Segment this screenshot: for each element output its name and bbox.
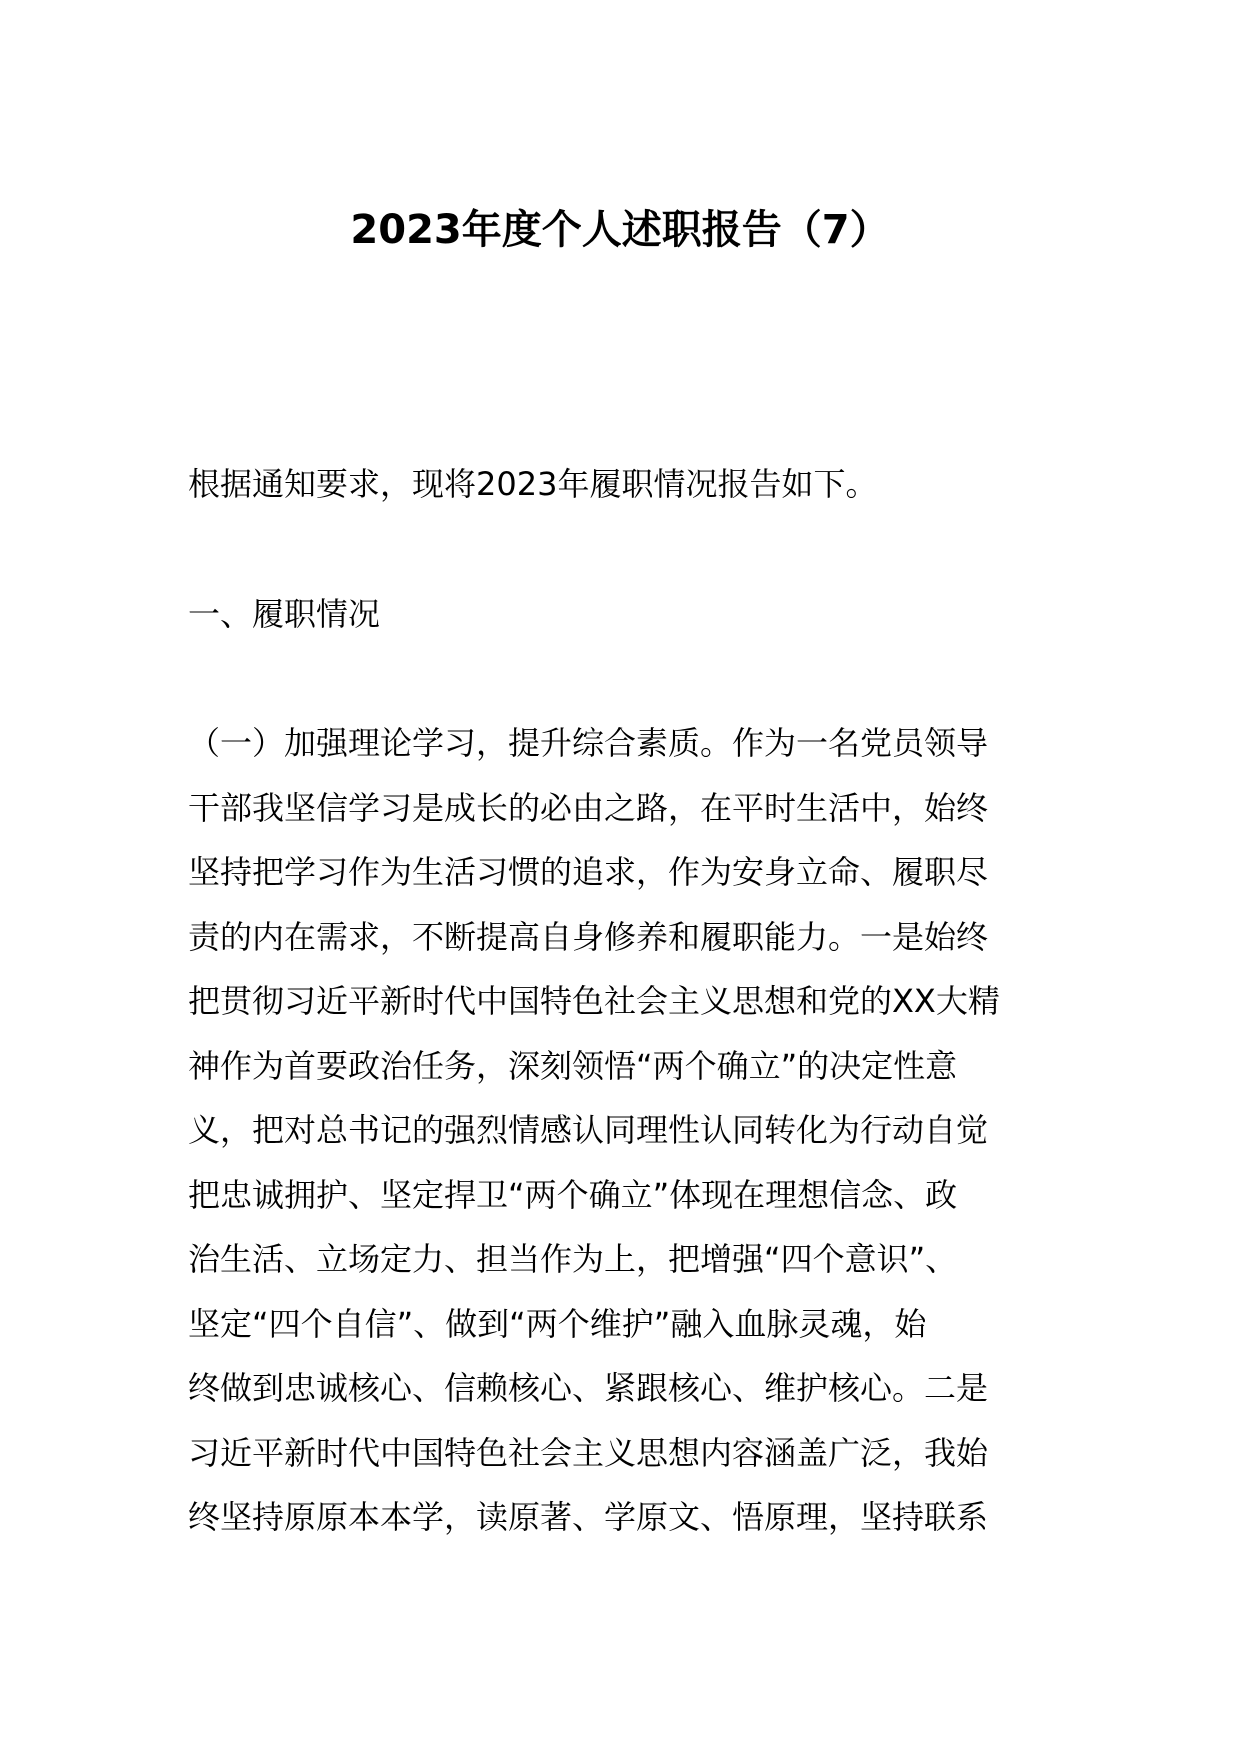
body-line: 坚持把学习作为生活习惯的追求，作为安身立命、履职尽 (188, 853, 989, 891)
body-line: 干部我坚信学习是成长的必由之路，在平时生活中，始终 (188, 788, 989, 827)
body-line: 治生活、立场定力、担当作为上，把增强“四个意识”、 (188, 1240, 958, 1278)
body-line: 责的内在需求，不断提高自身修养和履职能力。一是始终 (188, 917, 989, 956)
body-line: 把贯彻习近平新时代中国特色社会主义思想和党的XX大精 (188, 982, 1000, 1020)
body-line: 坚定“四个自信”、做到“两个维护”融入血脉灵魂，始 (188, 1304, 927, 1343)
body-paragraph (188, 711, 1058, 1550)
intro-paragraph: 根据通知要求，现将2023年履职情况报告如下。 (188, 465, 878, 503)
body-line: 终做到忠诚核心、信赖核心、紧跟核心、维护核心。二是 (188, 1369, 989, 1407)
body-line: 神作为首要政治任务，深刻领悟“两个确立”的决定性意 (188, 1046, 958, 1085)
body-line: 把忠诚拥护、坚定捍卫“两个确立”体现在理想信念、政 (188, 1175, 958, 1214)
document-title: 2023年度个人述职报告（7） (350, 207, 890, 253)
body-line: （一）加强理论学习，提升综合素质。作为一名党员领导 (188, 724, 989, 762)
body-line: 义，把对总书记的强烈情感认同理性认同转化为行动自觉 (188, 1111, 989, 1149)
section-heading: 一、履职情况 (188, 595, 381, 633)
body-line: 终坚持原原本本学，读原著、学原文、悟原理，坚持联系 (188, 1498, 989, 1536)
body-line: 习近平新时代中国特色社会主义思想内容涵盖广泛，我始 (188, 1433, 989, 1472)
